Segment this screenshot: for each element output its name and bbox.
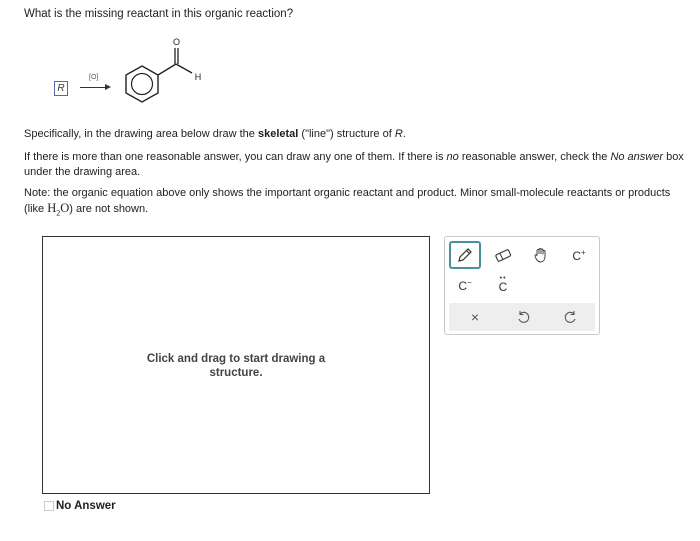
reaction-scheme xyxy=(50,36,250,116)
bond-ring-carbonyl xyxy=(158,64,176,75)
drawing-toolbar xyxy=(444,236,600,335)
instruction-text: ) are not shown. xyxy=(69,203,149,215)
undo-icon xyxy=(516,310,530,324)
instruction-italic-r: R xyxy=(394,128,403,140)
carbocation-tool-button[interactable] xyxy=(563,241,595,269)
atom-oxygen: O xyxy=(172,37,181,47)
drawing-hint-line-1: Click and drag to start drawing a xyxy=(146,353,326,365)
question-title: What is the missing reactant in this organic reaction? xyxy=(24,8,294,20)
instruction-paragraph-1 xyxy=(24,127,684,142)
instruction-text: ("line") structure of xyxy=(298,128,395,140)
instruction-text: reasonable answer, check the xyxy=(458,151,611,163)
redo-icon xyxy=(564,310,578,324)
radical-tool-button[interactable] xyxy=(487,271,519,299)
eraser-tool-button[interactable] xyxy=(487,241,519,269)
drawing-canvas[interactable] xyxy=(42,236,430,494)
formula-h: H xyxy=(47,201,57,215)
instruction-paragraph-3 xyxy=(24,186,684,221)
instruction-text: . xyxy=(402,128,406,140)
formula-subscript: 2 xyxy=(56,208,61,218)
reaction-arrow-head xyxy=(105,84,111,90)
redo-button[interactable] xyxy=(555,303,587,331)
carbanion-symbol: C xyxy=(458,278,467,293)
radical-symbol: C xyxy=(498,280,508,294)
reagent-label: [O] xyxy=(89,74,99,81)
carbocation-icon xyxy=(572,248,585,263)
radical-icon xyxy=(499,276,508,294)
instruction-italic-no-answer: No answer xyxy=(610,151,664,163)
drawing-hint-line-2: structure. xyxy=(209,367,263,379)
benzene-ring xyxy=(126,66,158,102)
reactant-label: R xyxy=(54,81,68,96)
no-answer-option[interactable] xyxy=(44,500,116,512)
instruction-paragraph-2 xyxy=(24,150,684,180)
instruction-text: Note: the organic equation above only shows the important organic reactant and product. Minor small-molecule reactants or products (like xyxy=(24,187,671,215)
carbanion-icon xyxy=(458,278,471,293)
no-answer-label: No Answer xyxy=(56,500,116,512)
carbanion-tool-button[interactable] xyxy=(449,271,481,299)
eraser-icon xyxy=(493,247,513,263)
product-molecule xyxy=(116,36,226,116)
instruction-text: Specifically, in the drawing area below draw the xyxy=(24,128,258,140)
reaction-arrow xyxy=(80,87,106,88)
benzene-aromatic-circle xyxy=(132,74,153,95)
close-icon: × xyxy=(470,309,480,325)
hand-icon xyxy=(532,246,550,264)
clear-button[interactable] xyxy=(459,303,491,331)
instruction-text: If there is more than one reasonable answer, you can draw any one of them. If there is xyxy=(24,151,447,163)
pencil-tool-button[interactable] xyxy=(449,241,481,269)
instruction-bold-skeletal: skeletal xyxy=(257,128,299,140)
toolbar-action-bar xyxy=(449,303,595,331)
pencil-icon xyxy=(456,246,474,264)
drawing-hint xyxy=(43,352,429,380)
bond-aldehyde-h xyxy=(176,64,192,73)
carbocation-symbol: C xyxy=(572,248,581,263)
radical-dots: •• xyxy=(499,275,507,282)
water-formula xyxy=(47,201,70,218)
formula-o: O xyxy=(60,201,70,215)
no-answer-checkbox[interactable] xyxy=(44,501,54,511)
undo-button[interactable] xyxy=(507,303,539,331)
instruction-italic-no: no xyxy=(446,151,459,163)
pan-tool-button[interactable] xyxy=(525,241,557,269)
instruction-text: box under the drawing area. xyxy=(24,151,684,178)
carbocation-charge: + xyxy=(581,247,586,257)
carbanion-charge: − xyxy=(467,277,472,287)
atom-hydrogen: H xyxy=(194,72,202,82)
